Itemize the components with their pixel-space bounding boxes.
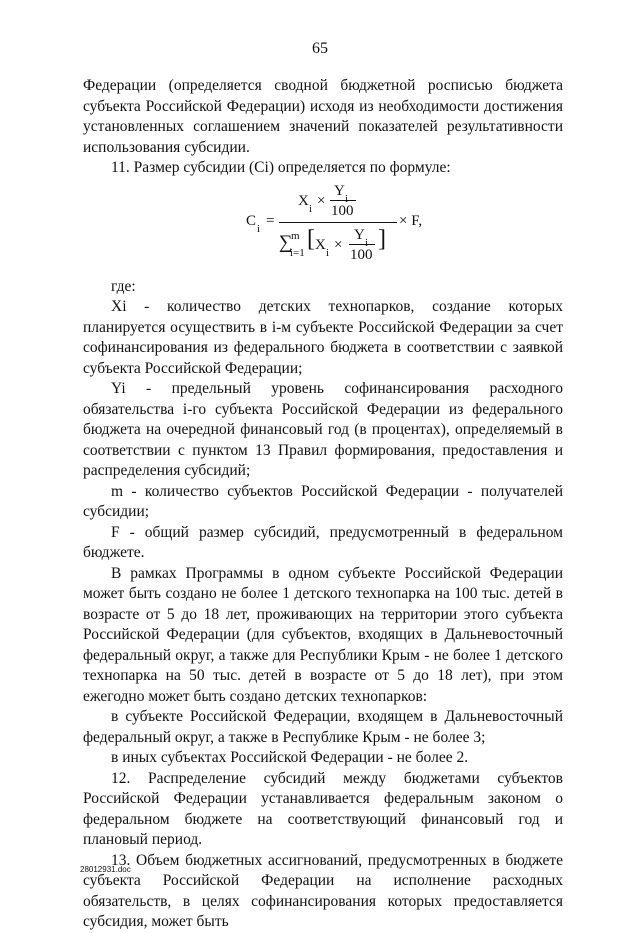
formula-bracket-open: [ <box>307 225 315 252</box>
formula-sum: ∑ <box>279 231 293 253</box>
formula-num-x: X <box>298 192 309 209</box>
formula-den-y-sub: i <box>365 236 369 249</box>
paragraph-other: в иных субъектах Российской Федерации - не более 2. <box>111 749 469 766</box>
page-number: 65 <box>312 40 328 57</box>
formula-equals: = <box>266 212 275 229</box>
formula-main-line <box>279 222 397 223</box>
formula-den-hundred: 100 <box>350 246 373 263</box>
formula-num-hundred: 100 <box>331 202 354 219</box>
paragraph-m: m - количество субъектов Российской Федерации - получателей субсидии; <box>83 482 563 520</box>
formula-num-times: × <box>317 192 326 209</box>
formula-den-y: Y <box>354 226 365 243</box>
formula-num-x-sub: i <box>309 202 313 215</box>
paragraph-dfo: в субъекте Российской Федерации, входящем в Дальневосточный федеральный округ, а также в Республике Крым - не более 3; <box>83 708 563 746</box>
paragraph-11: 11. Размер субсидии (Ci) определяется по формуле: <box>111 159 451 176</box>
paragraph-xi: Xi - количество детских технопарков, создание которых планируется осуществить в i-м субъекте Российской Федерации за счет софинансирования из федерального бюджета в соответствии с заявкой субъекта Российской Федерации; <box>83 298 563 377</box>
paragraph-12: 12. Распределение субсидий между бюджетами субъектов Российской Федерации устанавливается федеральным законом о федеральном бюджете на соответствующий финансовый год и плановый период. <box>83 769 563 848</box>
paragraph-program: В рамках Программы в одном субъекте Российской Федерации может быть создано не более 1 детского технопарка на 100 тыс. детей в возрасте от 5 до 18 лет, проживающих на территории этого субъекта Российской Федерации (для субъектов, входящих в Дальневосточный федеральный округ, а также для Республики Крым - не более 1 детского технопарка на 50 тыс. детей в возрасте от 5 до 18 лет), при этом ежегодно может быть создано детских технопарков: <box>83 564 563 705</box>
paragraph-intro: Федерации (определяется сводной бюджетной росписью бюджета субъекта Российской Федерации) исходя из необходимости достижения установленных соглашением значений показателей результативности использования субсидии. <box>83 77 563 156</box>
formula-den-x: X <box>315 236 326 253</box>
formula-rhs: × F, <box>399 212 423 229</box>
paragraph-13: 13. Объем бюджетных ассигнований, предусмотренных в бюджете субъекта Российской Федерации на исполнение расходных обязательств, в целях софинансирования которых предоставляется субсидия, может быть <box>83 851 563 930</box>
formula-lhs: C <box>246 212 257 229</box>
formula-sum-bottom: i=1 <box>290 246 305 259</box>
formula-den-x-sub: i <box>326 246 330 259</box>
formula-sum-top: m <box>291 229 300 242</box>
paragraph-where: где: <box>111 277 136 295</box>
file-name-footer: 28012931.doc <box>80 865 131 874</box>
formula-den-times: × <box>334 236 343 253</box>
document-body <box>83 76 563 933</box>
formula-bracket-close: ] <box>378 225 386 252</box>
paragraph-f: F - общий размер субсидий, предусмотренный в федеральном бюджете. <box>83 523 563 561</box>
paragraph-yi: Yi - предельный уровень софинансирования расходного обязательства i-го субъекта Российской Федерации из федерального бюджета на очередной финансовый год (в процентах), определяемый в соответствии с пунктом 13 Правил формирования, предоставления и распределения субсидий; <box>83 380 563 479</box>
formula-lhs-sub: i <box>257 222 261 235</box>
subsidy-formula <box>83 181 563 263</box>
formula-num-y-sub: i <box>345 192 349 205</box>
formula-num-y: Y <box>334 182 345 199</box>
